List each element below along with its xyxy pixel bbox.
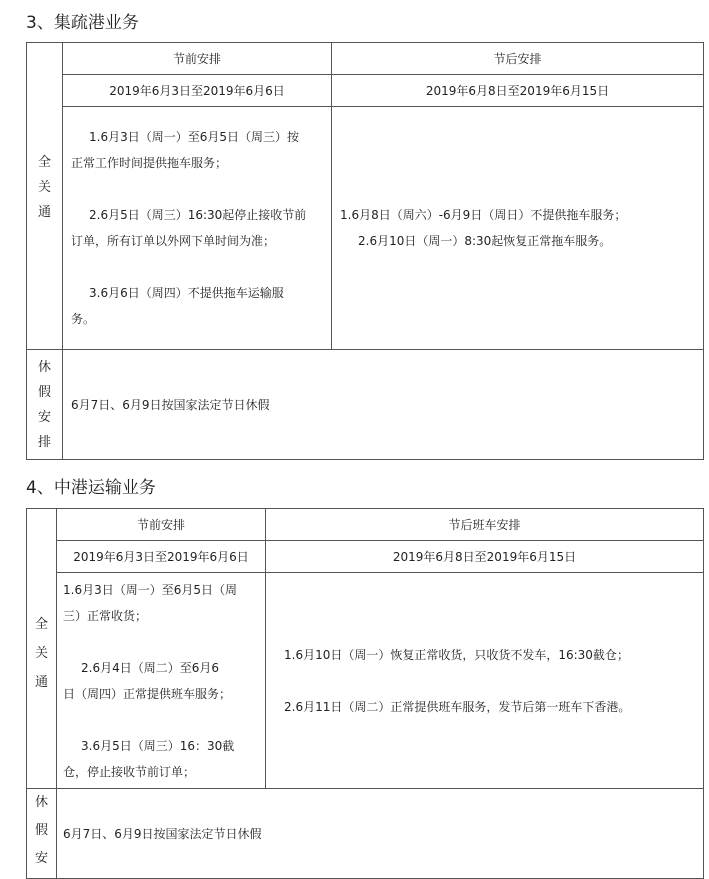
section4-item3-line1: 3.6月5日（周三）16：30截 xyxy=(81,738,235,753)
section3-fullcustoms-label xyxy=(27,150,62,225)
section4-item1-line1: 1.6月3日（周一）至6月5日（周 xyxy=(63,582,237,597)
section3-title: 3、集疏港业务 xyxy=(26,13,139,33)
section3-fullcustoms-char3: 通 xyxy=(37,205,51,220)
section3-col2-dates: 2019年6月8日至2019年6月15日 xyxy=(332,75,704,107)
section4-col2-header: 节后班车安排 xyxy=(266,509,704,541)
section4-fullcustoms-char3: 通 xyxy=(34,675,48,690)
section3-prefestival-cell xyxy=(63,107,332,350)
section3-item1-line2: 正常工作时间提供拖车服务； xyxy=(71,156,228,170)
section4-post-item2: 2.6月11日（周二）正常提供班车服务，发节后第一班车下香港。 xyxy=(284,699,631,714)
section3-table xyxy=(26,42,704,460)
section3-holiday-text: 6月7日、6月9日按国家法定节日休假 xyxy=(63,350,704,460)
section4-holiday-text: 6月7日、6月9日按国家法定节日休假 xyxy=(57,789,704,879)
section3-col2-header: 节后安排 xyxy=(332,43,704,75)
section4-fullcustoms-char1: 全 xyxy=(34,617,48,632)
section3-holiday-char2: 假 xyxy=(37,384,51,400)
section3-holiday-label xyxy=(27,350,63,460)
section4-col2-dates: 2019年6月8日至2019年6月15日 xyxy=(266,541,704,573)
section3-item2-line2: 订单，所有订单以外网下单时间为准； xyxy=(71,234,276,248)
section3-holiday-char3: 安 xyxy=(37,409,51,425)
section4-title: 4、中港运输业务 xyxy=(26,478,156,498)
section3-col1-dates: 2019年6月3日至2019年6月6日 xyxy=(63,75,332,107)
section4-item1-line2: 三）正常收货； xyxy=(63,608,148,623)
section4-item2-line2: 日（周四）正常提供班车服务； xyxy=(63,686,232,701)
section4-postfestival-cell xyxy=(266,573,704,789)
section4-post-item1: 1.6月10日（周一）恢复正常收货，只收货不发车，16:30截仓； xyxy=(284,647,629,662)
section4-table xyxy=(26,508,704,879)
section4-fullcustoms-char2: 关 xyxy=(34,646,48,661)
section3-fullcustoms-char2: 关 xyxy=(37,180,51,195)
section4-holiday-label xyxy=(27,789,57,879)
section4-prefestival-cell xyxy=(57,573,266,789)
section4-col1-header: 节前安排 xyxy=(57,509,266,541)
section3-item3-line1: 3.6月6日（周四）不提供拖车运输服 xyxy=(89,286,284,300)
section4-item3-line2: 仓，停止接收节前订单； xyxy=(63,764,196,779)
section4-col1-dates: 2019年6月3日至2019年6月6日 xyxy=(57,541,266,573)
section4-item2-line1: 2.6月4日（周二）至6月6 xyxy=(81,660,219,675)
section3-postfestival-cell xyxy=(332,107,704,350)
section4-holiday-char1: 休 xyxy=(34,795,48,810)
section3-post-item2: 2.6月10日（周一）8:30起恢复正常拖车服务。 xyxy=(358,234,612,248)
section3-item1-line1: 1.6月3日（周一）至6月5日（周三）按 xyxy=(89,130,299,144)
section3-item2-line1: 2.6月5日（周三）16:30起停止接收节前 xyxy=(89,208,307,222)
section4-fullcustoms-label xyxy=(27,610,56,697)
section3-fullcustoms-char1: 全 xyxy=(37,155,51,170)
section3-item3-line2: 务。 xyxy=(71,312,96,326)
section3-holiday-char1: 休 xyxy=(37,359,51,375)
section3-holiday-char4: 排 xyxy=(37,434,51,450)
section4-holiday-char2: 假 xyxy=(34,823,48,838)
section4-holiday-char3: 安 xyxy=(34,851,48,866)
section3-col1-header: 节前安排 xyxy=(63,43,332,75)
section3-post-item1: 1.6月8日（周六）-6月9日（周日）不提供拖车服务； xyxy=(340,208,627,222)
